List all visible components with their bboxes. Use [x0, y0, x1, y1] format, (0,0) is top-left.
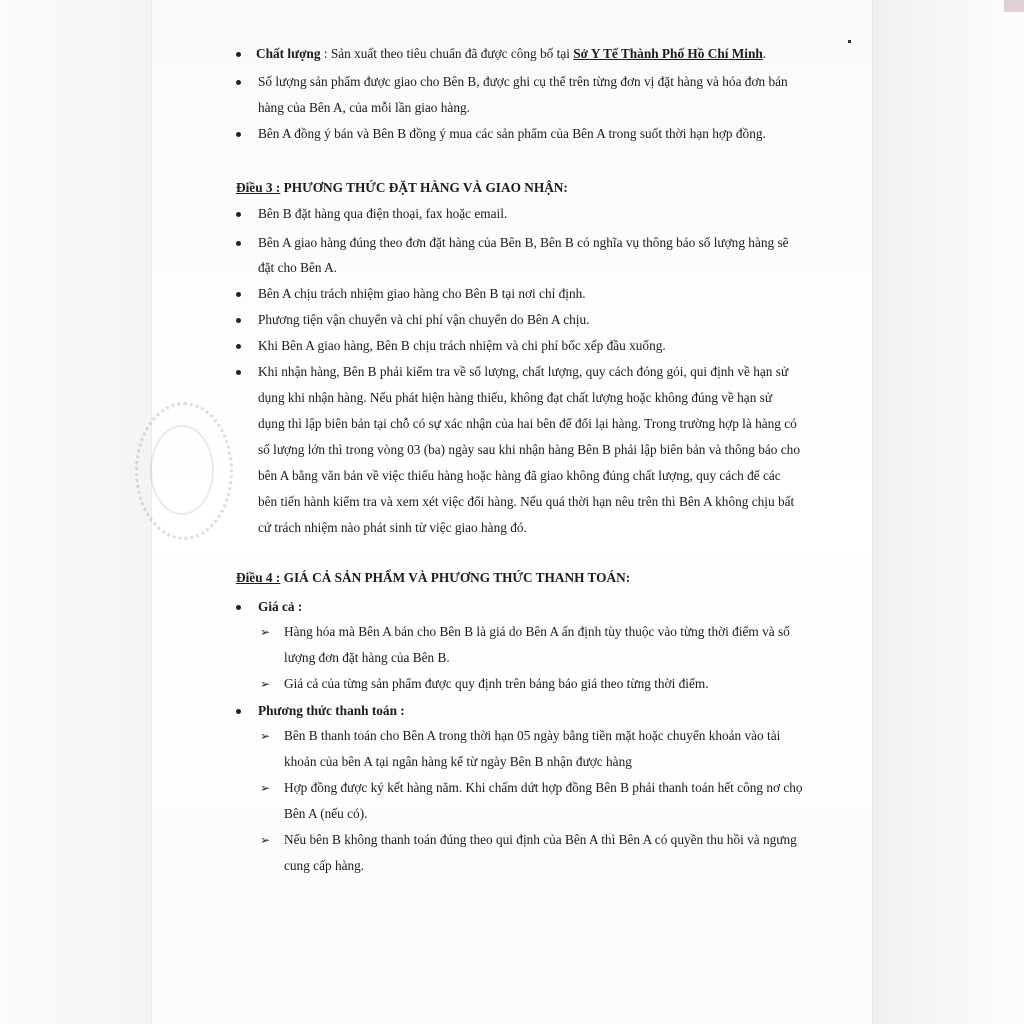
article-3-item-2-line-1: Bên A giao hàng đúng theo đơn đặt hàng của Bên B, Bên B có nghĩa vụ thông báo số lượng hàng sẽ [258, 235, 789, 250]
payment-item-1-line-2: khoản của bên A tại ngân hàng kể từ ngày Bên B nhận được hàng [284, 754, 632, 769]
article-3-item-6-line-2: dụng khi nhận hàng. Nếu phát hiện hàng thiếu, không đạt chất lượng hoặc không đúng về hạn sử [258, 390, 773, 405]
background-right [872, 0, 1024, 1024]
quality-text: : Sản xuất theo tiêu chuẩn đã được công bố tại [320, 46, 574, 61]
article-3-item-2-line-2: đặt cho Bên A. [258, 260, 338, 275]
quality-end: . [762, 46, 767, 61]
bullet-icon [236, 344, 241, 349]
arrow-bullet-icon: ➢ [260, 625, 271, 639]
bullet-icon [236, 52, 241, 57]
payment-item-3-line-1: Nếu bên B không thanh toán đúng theo qui định của Bên A thì Bên A có quyền thu hồi và ngưng [284, 832, 797, 847]
quality-line [256, 46, 766, 62]
bullet-icon [236, 292, 241, 297]
arrow-bullet-icon: ➢ [260, 833, 271, 847]
price-heading: Giá cả : [258, 599, 303, 614]
bullet-icon [236, 212, 241, 217]
price-item-1-line-2: lượng đơn đặt hàng của Bên B. [284, 650, 450, 665]
article-3-heading [236, 180, 568, 196]
authority-name: Sở Y Tế Thành Phố Hồ Chí Minh [573, 46, 763, 61]
price-item-1-line-1: Hàng hóa mà Bên A bán cho Bên B là giá do Bên A ấn định tùy thuộc vào từng thời điểm và số [284, 624, 790, 639]
bullet-icon [236, 80, 241, 85]
payment-item-2-line-2: Bên A (nếu có). [284, 806, 368, 821]
bullet-icon [236, 605, 241, 610]
quantity-line-2: hàng của Bên A, của mỗi lần giao hàng. [258, 100, 470, 115]
ink-mark [848, 40, 851, 43]
arrow-bullet-icon: ➢ [260, 729, 271, 743]
article-3-item-5: Khi Bên A giao hàng, Bên B chịu trách nhiệm và chi phí bốc xếp đầu xuống. [258, 338, 666, 353]
article-3-label: Điều 3 : [236, 180, 281, 195]
arrow-bullet-icon: ➢ [260, 677, 271, 691]
quantity-line-1: Số lượng sản phẩm được giao cho Bên B, được ghi cụ thể trên từng đơn vị đặt hàng và hóa đơn bán [258, 74, 788, 89]
bullet-icon [236, 132, 241, 137]
article-3-title: PHƯƠNG THỨC ĐẶT HÀNG VÀ GIAO NHẬN: [280, 180, 568, 195]
document-page [152, 0, 872, 1024]
article-3-item-6-line-6: bên tiến hành kiểm tra và xem xét việc đổi hàng. Nếu quá thời hạn nêu trên thì Bên A không chịu bất [258, 494, 795, 509]
article-4-label: Điều 4 : [236, 570, 281, 585]
agreement-line: Bên A đồng ý bán và Bên B đồng ý mua các sản phẩm của Bên A trong suốt thời hạn hợp đồng. [258, 126, 766, 141]
article-3-item-6-line-5: bên A bằng văn bản về việc thiếu hàng hoặc hàng đã giao không đúng chất lượng, quy cách để các [258, 468, 781, 483]
bullet-icon [236, 709, 241, 714]
price-item-2: Giá cả của từng sản phẩm được quy định trên bảng báo giá theo từng thời điểm. [284, 676, 709, 691]
payment-heading: Phương thức thanh toán : [258, 703, 405, 718]
bullet-icon [236, 241, 241, 246]
article-3-item-1: Bên B đặt hàng qua điện thoại, fax hoặc email. [258, 206, 508, 221]
article-3-item-6-line-1: Khi nhận hàng, Bên B phải kiểm tra về số lượng, chất lượng, quy cách đóng gói, qui định về hạn sử [258, 364, 789, 379]
payment-item-3-line-2: cung cấp hàng. [284, 858, 365, 873]
corner-object [1004, 0, 1024, 12]
article-3-item-6-line-3: dụng thì lập biên bản tại chỗ có sự xác nhận của hai bên để đổi lại hàng. Trong trường hợp là hàng có [258, 416, 797, 431]
article-3-item-4: Phương tiện vận chuyển và chi phí vận chuyển do Bên A chịu. [258, 312, 590, 327]
payment-item-2-line-1: Hợp đồng được ký kết hàng năm. Khi chấm dứt hợp đồng Bên B phải thanh toán hết công nơ chọ [284, 780, 803, 795]
article-3-item-6-line-7: cứ trách nhiệm nào phát sinh từ việc giao hàng đó. [258, 520, 527, 535]
article-3-item-3: Bên A chịu trách nhiệm giao hàng cho Bên B tại nơi chỉ định. [258, 286, 586, 301]
arrow-bullet-icon: ➢ [260, 781, 271, 795]
article-3-item-6-line-4: số lượng lớn thì trong vòng 03 (ba) ngày sau khi nhận hàng Bên B phải lập biên bản và thông báo cho [258, 442, 800, 457]
quality-label: Chất lượng [256, 46, 321, 61]
article-4-title: GIÁ CẢ SẢN PHẨM VÀ PHƯƠNG THỨC THANH TOÁN: [280, 570, 631, 585]
payment-item-1-line-1: Bên B thanh toán cho Bên A trong thời hạn 05 ngày bằng tiền mặt hoặc chuyển khoản vào tài [284, 728, 781, 743]
background-left [0, 0, 152, 1024]
bullet-icon [236, 318, 241, 323]
faded-seal-inner-ring [150, 425, 214, 515]
bullet-icon [236, 370, 241, 375]
article-4-heading [236, 570, 630, 586]
